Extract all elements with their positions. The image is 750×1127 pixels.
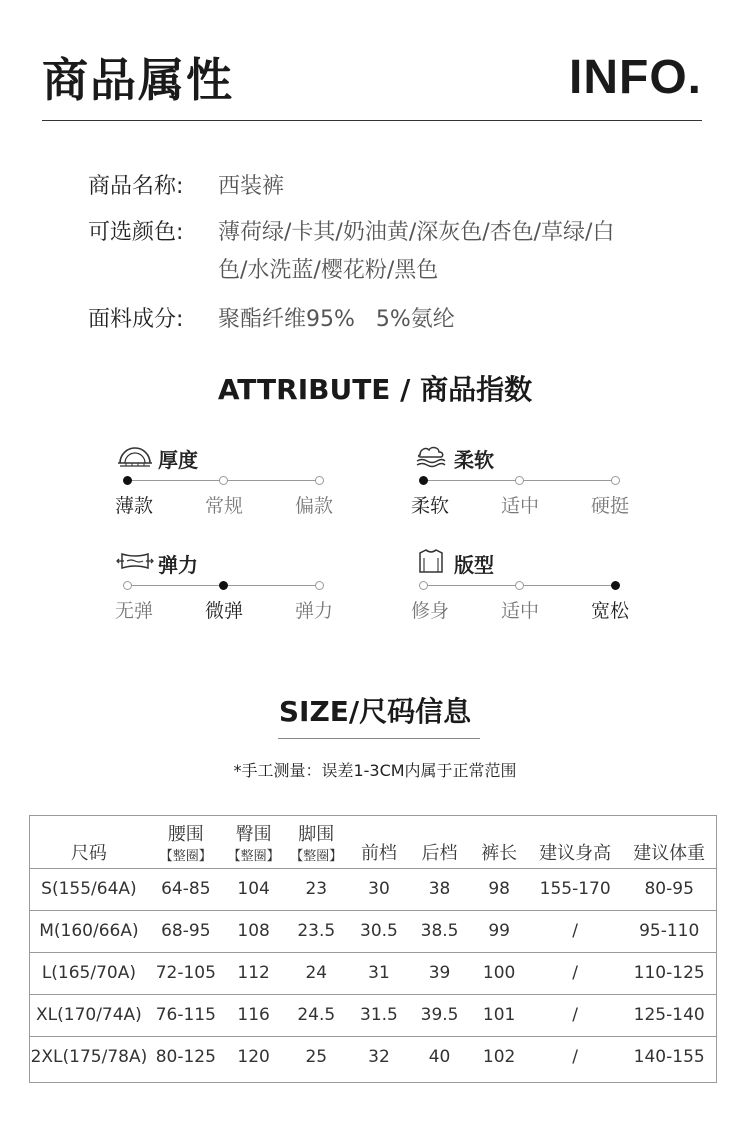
attribute-section-title: ATTRIBUTE / 商品指数 <box>217 373 533 406</box>
column-header: 后档 <box>410 815 470 868</box>
property-colors-row <box>88 214 618 290</box>
scale-option: 常规 <box>204 495 243 517</box>
table-cell: 64-85 <box>149 868 223 910</box>
table-cell: 120 <box>237 1047 270 1068</box>
property-value: 西装裤 <box>218 174 285 199</box>
table-row <box>29 1036 717 1078</box>
scale-option: 无弹 <box>114 600 153 622</box>
property-name-row <box>88 168 638 206</box>
table-row <box>29 952 717 994</box>
scale-dot <box>315 581 324 590</box>
table-row <box>29 868 717 910</box>
column-header: 尺码 <box>29 815 149 868</box>
table-cell: 72-105 <box>149 952 223 994</box>
property-fabric-row <box>88 301 638 339</box>
column-header: 裤长 <box>469 815 529 868</box>
property-value: 聚酯纤维95% 5%氨纶 <box>218 307 455 332</box>
table-cell: 80-125 <box>155 1047 216 1068</box>
table-cell: 100 <box>469 952 529 994</box>
scale-option: 薄款 <box>114 495 153 517</box>
scale-option: 微弹 <box>204 600 243 622</box>
column-header: 建议体重 <box>621 815 717 868</box>
table-cell: 30.5 <box>348 910 410 952</box>
scale-dot-selected <box>123 476 132 485</box>
table-cell: 99 <box>469 910 529 952</box>
page-title: 商品属性 <box>42 53 234 107</box>
size-title-underline <box>278 738 480 739</box>
scale-option: 适中 <box>500 600 539 622</box>
scale-dot-selected <box>611 581 620 590</box>
table-cell: / <box>529 994 621 1036</box>
column-header: 脚围 【整圈】 <box>284 815 348 868</box>
table-row <box>29 994 717 1036</box>
scale-dot <box>219 476 228 485</box>
softness-icon <box>412 443 450 473</box>
table-cell: 30 <box>348 868 410 910</box>
table-cell: 39.5 <box>410 994 470 1036</box>
table-cell: 140-155 <box>633 1047 705 1068</box>
table-cell: 125-140 <box>621 994 717 1036</box>
property-value: 薄荷绿/卡其/奶油黄/深灰色/杏色/草绿/白色/水洗蓝/樱花粉/黑色 <box>218 220 615 283</box>
table-cell: 38.5 <box>410 910 470 952</box>
table-cell: / <box>572 1047 579 1068</box>
scale-option: 柔软 <box>410 495 449 517</box>
scale-dot-selected <box>219 581 228 590</box>
table-row <box>29 910 717 952</box>
measurement-note: *手工测量：误差1-3CM内属于正常范围 <box>233 761 517 780</box>
scale-dot <box>123 581 132 590</box>
attribute-name: 版型 <box>454 552 494 577</box>
scale-option: 硬挺 <box>590 495 629 517</box>
table-cell: 110-125 <box>621 952 717 994</box>
table-cell: 23.5 <box>284 910 348 952</box>
table-cell: 80-95 <box>621 868 717 910</box>
attribute-name: 柔软 <box>454 447 494 472</box>
table-cell: 31.5 <box>348 994 410 1036</box>
size-cell: XL(170/74A) <box>29 994 149 1036</box>
info-label: INFO. <box>569 51 702 104</box>
table-cell: 32 <box>368 1047 390 1068</box>
table-cell: 108 <box>223 910 285 952</box>
table-cell: 24 <box>284 952 348 994</box>
table-cell: 112 <box>223 952 285 994</box>
size-table <box>29 815 717 1078</box>
column-header: 建议身高 <box>529 815 621 868</box>
column-header: 前档 <box>348 815 410 868</box>
table-cell: 155-170 <box>529 868 621 910</box>
scale-dot <box>515 581 524 590</box>
attribute-name: 厚度 <box>158 447 198 472</box>
size-cell: 2XL(175/78A) <box>30 1047 148 1068</box>
table-cell: 104 <box>223 868 285 910</box>
size-cell: S(155/64A) <box>29 868 149 910</box>
size-cell: L(165/70A) <box>29 952 149 994</box>
scale-option: 宽松 <box>590 600 629 622</box>
table-cell: 39 <box>410 952 470 994</box>
scale-option: 修身 <box>410 600 449 622</box>
thickness-icon <box>116 443 154 473</box>
scale-option: 适中 <box>500 495 539 517</box>
size-section-title: SIZE/尺码信息 <box>278 695 472 728</box>
scale-dot <box>315 476 324 485</box>
table-cell: 68-95 <box>149 910 223 952</box>
property-label: 可选颜色: <box>88 220 184 245</box>
fit-icon <box>412 548 450 578</box>
property-label: 面料成分: <box>88 307 184 332</box>
scale-dot <box>419 581 428 590</box>
elasticity-icon <box>116 548 154 578</box>
table-cell: / <box>529 952 621 994</box>
attribute-fit <box>412 548 642 628</box>
table-cell: 23 <box>284 868 348 910</box>
column-header: 腰围 【整圈】 <box>149 815 223 868</box>
table-cell: / <box>529 910 621 952</box>
table-header-row <box>29 815 717 868</box>
table-cell: 25 <box>305 1047 328 1068</box>
header-divider <box>42 120 702 121</box>
table-cell: 98 <box>469 868 529 910</box>
attribute-elasticity <box>116 548 346 628</box>
scale-dot <box>515 476 524 485</box>
column-header: 臀围 【整圈】 <box>223 815 285 868</box>
table-cell: 31 <box>348 952 410 994</box>
table-cell: 102 <box>482 1047 516 1068</box>
scale-dot-selected <box>419 476 428 485</box>
table-cell: 101 <box>469 994 529 1036</box>
table-cell: 95-110 <box>621 910 717 952</box>
scale-option: 偏款 <box>294 495 333 517</box>
scale-option: 弹力 <box>294 600 333 622</box>
table-cell: 40 <box>428 1047 451 1068</box>
table-cell: 116 <box>223 994 285 1036</box>
table-cell: 38 <box>410 868 470 910</box>
property-label: 商品名称: <box>88 174 184 199</box>
table-cell: 24.5 <box>284 994 348 1036</box>
table-cell: 76-115 <box>149 994 223 1036</box>
attribute-name: 弹力 <box>158 552 198 577</box>
size-cell: M(160/66A) <box>29 910 149 952</box>
attribute-softness <box>412 443 642 523</box>
scale-dot <box>611 476 620 485</box>
attribute-thickness <box>116 443 346 523</box>
